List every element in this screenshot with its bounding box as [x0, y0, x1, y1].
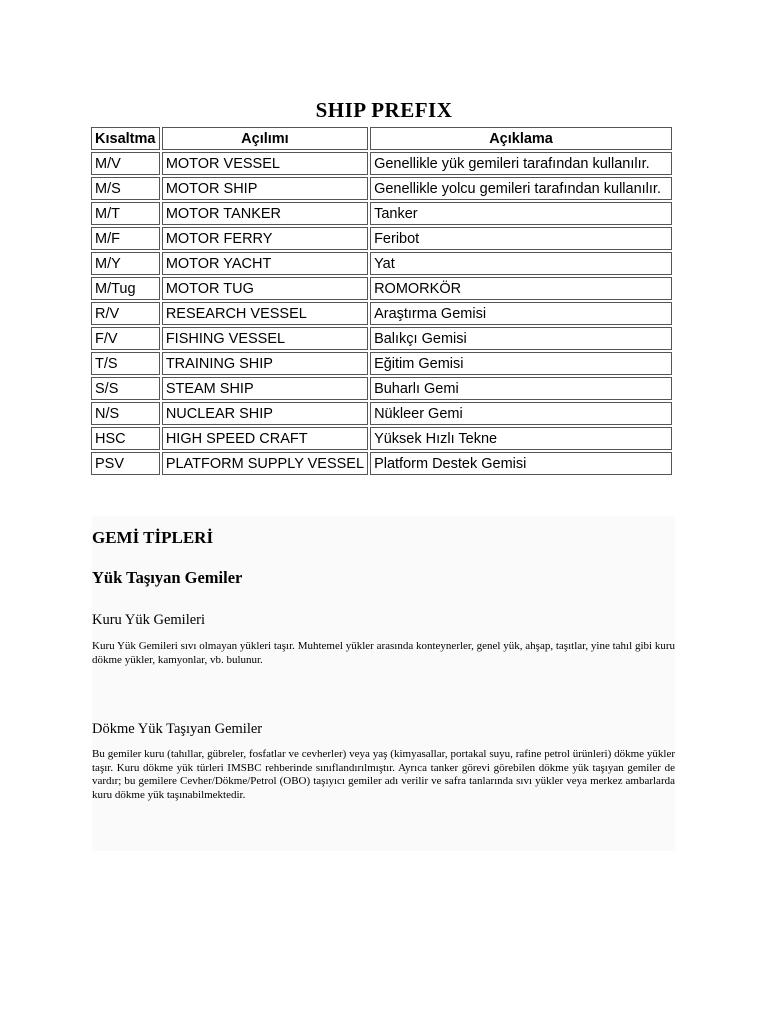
dry-cargo-paragraph: Kuru Yük Gemileri sıvı olmayan yükleri taşır. Muhtemel yükler arasında konteynerler, genel yük, ahşap, taşıtlar, yine tahıl gibi kuru dökme yükler, kamyonlar, vb. bulunur.	[92, 640, 675, 666]
table-header-row	[91, 127, 672, 150]
cell-expansion: STEAM SHIP	[162, 377, 368, 400]
cell-abbreviation: F/V	[91, 327, 160, 350]
cell-abbreviation: HSC	[91, 427, 160, 450]
table-row	[91, 202, 672, 225]
dry-cargo-title: Kuru Yük Gemileri	[92, 612, 206, 628]
cell-expansion: NUCLEAR SHIP	[162, 402, 368, 425]
cell-abbreviation: M/F	[91, 227, 160, 250]
cell-expansion: PLATFORM SUPPLY VESSEL	[162, 452, 368, 475]
table-row	[91, 427, 672, 450]
cell-description: Genellikle yolcu gemileri tarafından kullanılır.	[370, 177, 672, 200]
section-heading: GEMİ TİPLERİ	[92, 528, 214, 547]
cell-abbreviation: M/Y	[91, 252, 160, 275]
table-row	[91, 452, 672, 475]
cell-description: Nükleer Gemi	[370, 402, 672, 425]
cell-description: Buharlı Gemi	[370, 377, 672, 400]
cell-abbreviation: T/S	[91, 352, 160, 375]
header-description: Açıklama	[370, 127, 672, 150]
cell-description: Araştırma Gemisi	[370, 302, 672, 325]
cell-expansion: MOTOR TANKER	[162, 202, 368, 225]
cell-abbreviation: R/V	[91, 302, 160, 325]
cell-expansion: MOTOR VESSEL	[162, 152, 368, 175]
cell-abbreviation: M/V	[91, 152, 160, 175]
cell-expansion: TRAINING SHIP	[162, 352, 368, 375]
cell-expansion: MOTOR FERRY	[162, 227, 368, 250]
bulk-cargo-title: Dökme Yük Taşıyan Gemiler	[92, 721, 263, 737]
table-row	[91, 252, 672, 275]
cell-abbreviation: M/Tug	[91, 277, 160, 300]
cell-description: Balıkçı Gemisi	[370, 327, 672, 350]
ship-types-section	[92, 516, 675, 851]
cell-description: Tanker	[370, 202, 672, 225]
cell-expansion: MOTOR SHIP	[162, 177, 368, 200]
ship-prefix-title: SHIP PREFIX	[315, 98, 453, 122]
cell-expansion: MOTOR TUG	[162, 277, 368, 300]
table-row	[91, 327, 672, 350]
cell-abbreviation: M/S	[91, 177, 160, 200]
cell-expansion: FISHING VESSEL	[162, 327, 368, 350]
cell-description: Feribot	[370, 227, 672, 250]
bulk-cargo-paragraph: Bu gemiler kuru (tahıllar, gübreler, fosfatlar ve cevherler) veya yaş (kimyasallar, portakal suyu, rafine petrol ürünleri) dökme yükler taşır. Kuru dökme yük türleri IMSBC rehberinde sınıflandırılmıştır. Ayrıca tanker görevi görebilen dökme yük taşıyan gemiler de vardır; bu gemilere Cevher/Dökme/Petrol (OBO) taşıyıcı gemiler adı verilir ve safra tanlarında sıvı yükler veya merkez ambarlarda kuru dökme yük taşınabilmektedir.	[92, 748, 675, 801]
header-abbreviation: Kısaltma	[91, 127, 160, 150]
table-row	[91, 377, 672, 400]
header-expansion: Açılımı	[162, 127, 368, 150]
cell-abbreviation: PSV	[91, 452, 160, 475]
cell-description: Platform Destek Gemisi	[370, 452, 672, 475]
table-row	[91, 152, 672, 175]
table-row	[91, 277, 672, 300]
cell-description: Yüksek Hızlı Tekne	[370, 427, 672, 450]
cell-expansion: RESEARCH VESSEL	[162, 302, 368, 325]
table-body	[91, 152, 672, 475]
cell-description: Genellikle yük gemileri tarafından kullanılır.	[370, 152, 672, 175]
cell-abbreviation: M/T	[91, 202, 160, 225]
table-row	[91, 177, 672, 200]
cell-expansion: HIGH SPEED CRAFT	[162, 427, 368, 450]
section-subheading: Yük Taşıyan Gemiler	[92, 568, 243, 587]
table-row	[91, 402, 672, 425]
cell-abbreviation: N/S	[91, 402, 160, 425]
table-row	[91, 227, 672, 250]
table-row	[91, 352, 672, 375]
cell-description: Eğitim Gemisi	[370, 352, 672, 375]
cell-expansion: MOTOR YACHT	[162, 252, 368, 275]
cell-abbreviation: S/S	[91, 377, 160, 400]
cell-description: Yat	[370, 252, 672, 275]
table-row	[91, 302, 672, 325]
cell-description: ROMORKÖR	[370, 277, 672, 300]
ship-prefix-table	[89, 125, 674, 477]
